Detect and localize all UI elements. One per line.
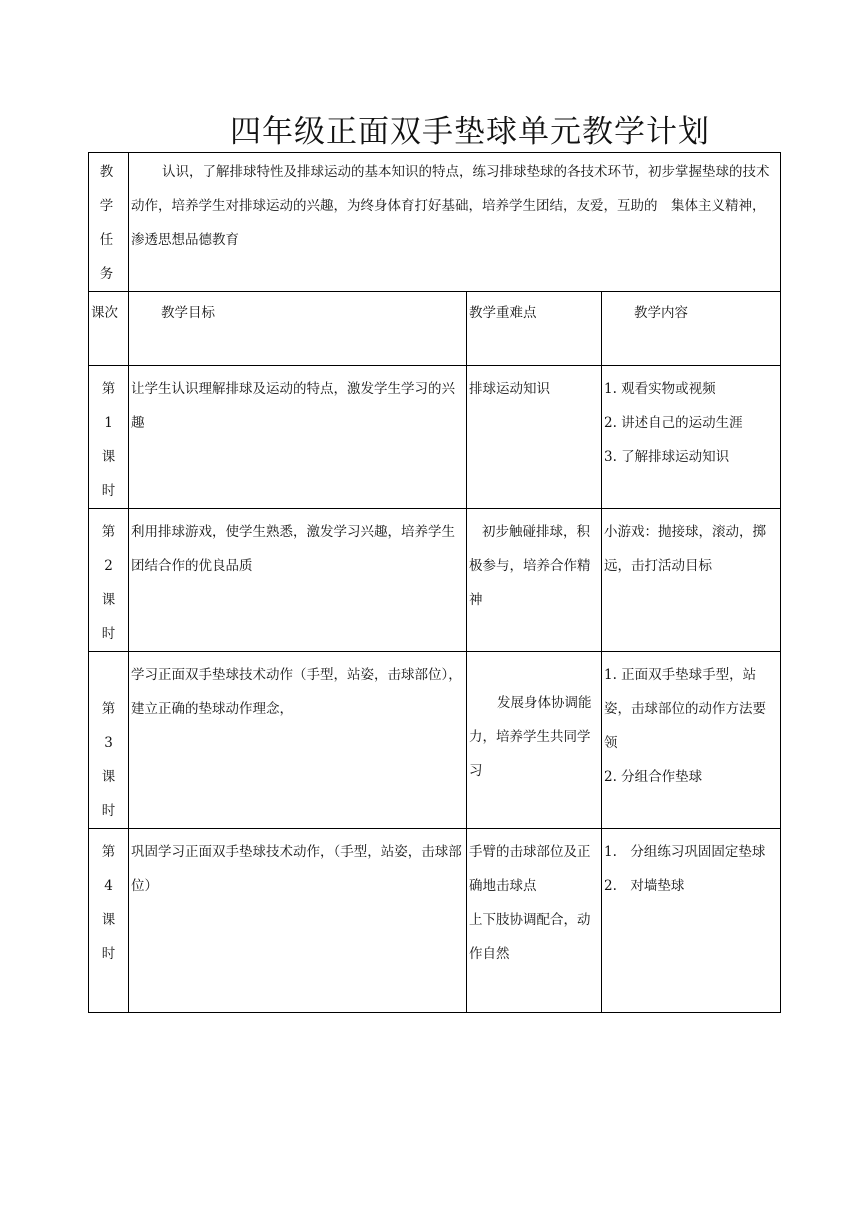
table-row bbox=[89, 829, 781, 1013]
lesson-content bbox=[602, 366, 781, 509]
lesson-label-char: 第 bbox=[101, 381, 116, 397]
lesson-label-char: 课 bbox=[101, 592, 116, 608]
lesson-label-char: 第 bbox=[101, 701, 116, 717]
lesson-goal: 利用排球游戏，使学生熟悉，激发学习兴趣，培养学生团结合作的优良品质 bbox=[129, 509, 467, 652]
table-row bbox=[89, 652, 781, 829]
lesson-label-char: 时 bbox=[101, 803, 116, 819]
lesson-label bbox=[89, 509, 129, 652]
content-item: 小游戏：抛接球，滚动，掷远，击打活动目标 bbox=[604, 524, 766, 574]
lesson-label-char: 时 bbox=[101, 626, 116, 642]
lesson-label-char: 时 bbox=[101, 483, 116, 499]
content-item: 2. 分组合作垫球 bbox=[604, 769, 703, 785]
task-label-line1: 教 学 bbox=[99, 164, 126, 214]
lesson-label-char: 3 bbox=[104, 735, 113, 751]
lesson-plan-table bbox=[88, 152, 781, 1013]
lesson-goal: 巩固学习正面双手垫球技术动作，（手型，站姿，击球部位） bbox=[129, 829, 467, 1013]
lesson-label-char: 课 bbox=[101, 449, 116, 465]
lesson-keypoint: 初步触碰排球，积极参与，培养合作精神 bbox=[467, 509, 602, 652]
lesson-content bbox=[602, 509, 781, 652]
keypoint-item: 手臂的击球部位及正确地击球点 bbox=[469, 844, 591, 894]
lesson-label bbox=[89, 829, 129, 1013]
lesson-label-char: 时 bbox=[101, 946, 116, 962]
content-item: 3. 了解排球运动知识 bbox=[604, 449, 730, 465]
lesson-goal: 学习正面双手垫球技术动作（手型，站姿，击球部位），建立正确的垫球动作理念， bbox=[129, 652, 467, 829]
lesson-content bbox=[602, 652, 781, 829]
keypoint-item: 上下肢协调配合，动作自然 bbox=[469, 912, 591, 962]
task-label-cell bbox=[89, 153, 129, 292]
lesson-label bbox=[89, 366, 129, 509]
lesson-content bbox=[602, 829, 781, 1013]
lesson-keypoint bbox=[467, 829, 602, 1013]
lesson-label bbox=[89, 652, 129, 829]
lesson-keypoint: 发展身体协调能力，培养学生共同学习 bbox=[467, 652, 602, 829]
lesson-label-char: 第 bbox=[101, 844, 116, 860]
content-item: 1. 分组练习巩固固定垫球 bbox=[604, 844, 766, 860]
lesson-label-char: 1 bbox=[104, 415, 113, 431]
table-row bbox=[89, 509, 781, 652]
lesson-label-char: 第 bbox=[101, 524, 116, 540]
header-lesson: 课次 bbox=[89, 292, 129, 366]
lesson-goal: 让学生认识理解排球及运动的特点，激发学生学习的兴趣 bbox=[129, 366, 467, 509]
page-title: 四年级正面双手垫球单元教学计划 bbox=[230, 114, 710, 150]
header-content: 教学内容 bbox=[602, 292, 781, 366]
task-label-line2: 任 务 bbox=[99, 232, 126, 282]
table-row bbox=[89, 366, 781, 509]
lesson-label-char: 课 bbox=[101, 912, 116, 928]
task-text: 认识，了解排球特性及排球运动的基本知识的特点，练习排球垫球的各技术环节，初步掌握垫球的技术动作，培养学生对排球运动的兴趣，为终身体育打好基础，培养学生团结，友爱，互助的 集体主义精神，渗透思想品德教育 bbox=[129, 153, 781, 292]
content-item: 1. 正面双手垫球手型，站姿，击球部位的动作方法要领 bbox=[604, 667, 766, 751]
lesson-keypoint: 排球运动知识 bbox=[467, 366, 602, 509]
content-item: 2. 对墙垫球 bbox=[604, 878, 685, 894]
header-keypoint: 教学重难点 bbox=[467, 292, 602, 366]
header-goal: 教学目标 bbox=[129, 292, 467, 366]
lesson-label-char: 2 bbox=[104, 558, 113, 574]
content-item: 2. 讲述自己的运动生涯 bbox=[604, 415, 743, 431]
lesson-label-char: 课 bbox=[101, 769, 116, 785]
header-row bbox=[89, 292, 781, 366]
lesson-label-char: 4 bbox=[104, 878, 113, 894]
content-item: 1. 观看实物或视频 bbox=[604, 381, 716, 397]
task-row bbox=[89, 153, 781, 292]
